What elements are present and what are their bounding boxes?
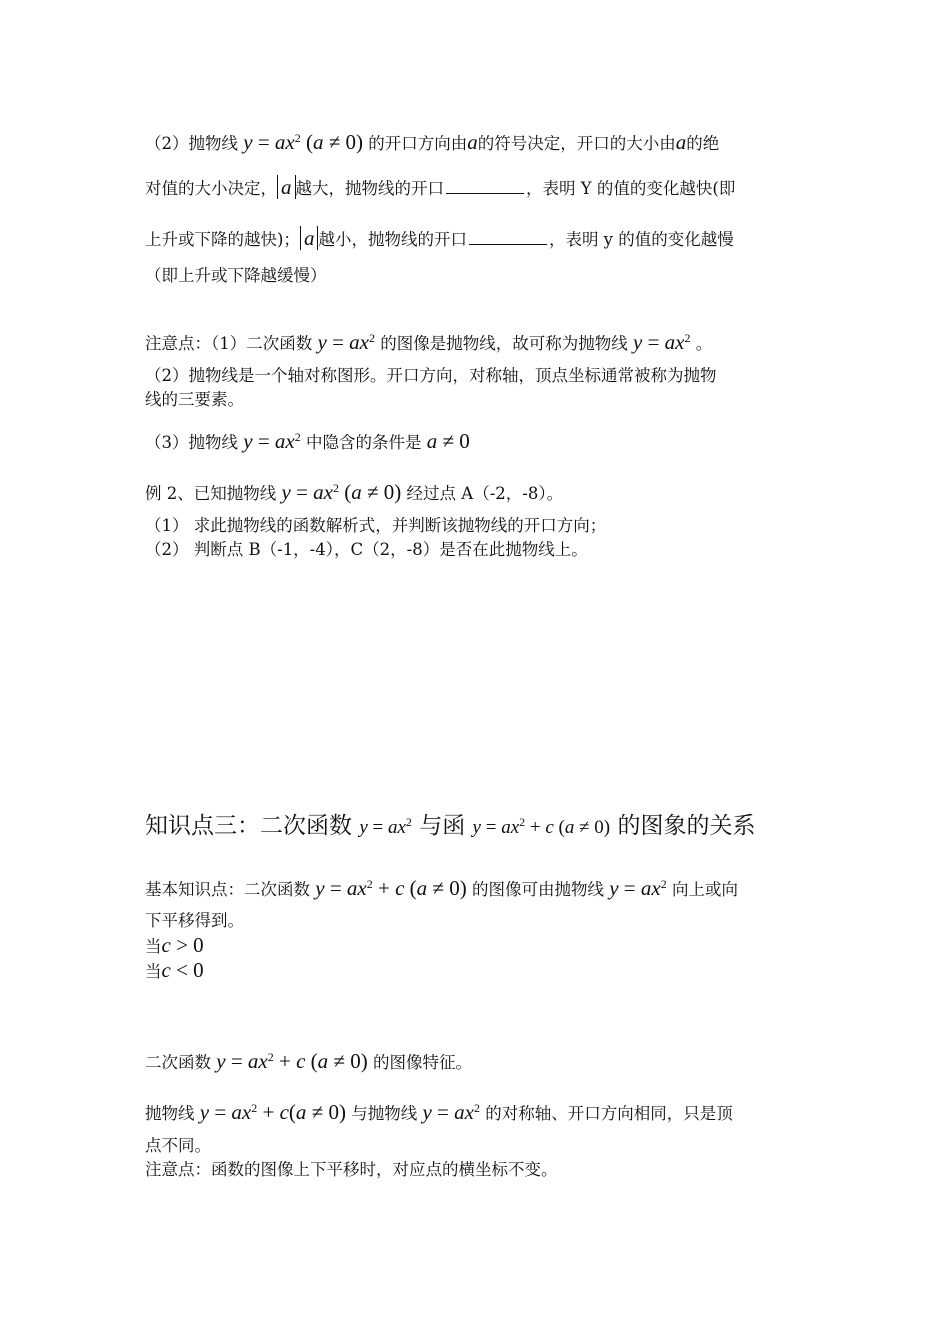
text: 知识点三：二次函数 [145, 813, 352, 839]
text: （2）抛物线 [145, 134, 238, 153]
formula-c-lt-0: c < 0 [161, 958, 204, 982]
text: 中隐含的条件是 [306, 433, 422, 452]
text: 的开口方向由 [368, 134, 468, 153]
text: 的图像可由抛物线 [471, 880, 604, 899]
sym-line2: 点不同。 [145, 1136, 211, 1155]
formula-y-ax2: $y = ax^2$ [422, 1100, 480, 1124]
para1-line2 [145, 176, 807, 201]
text: 的图像是抛物线，故可称为抛物线 [380, 334, 628, 353]
text: 。 [695, 334, 713, 353]
formula-y-ax2: $y = ax^2$ [609, 876, 667, 900]
text: 越小，抛物线的开口 [318, 230, 467, 249]
para1-line4: （即上升或下降越缓慢） [145, 266, 327, 285]
blank-line [446, 177, 524, 194]
text: 向上或向 [671, 880, 738, 899]
when-c-pos [145, 933, 807, 959]
para1-line3 [145, 227, 807, 252]
formula-y-ax2: $y = ax^2$ (a ≠ 0) [243, 130, 364, 154]
note-1 [145, 326, 807, 356]
text: 的对称轴、开口方向相同，只是顶 [485, 1104, 733, 1123]
text: 当 [145, 937, 162, 956]
basic-line2: 下平移得到。 [145, 911, 244, 930]
text: 注意点：（1）二次函数 [145, 334, 313, 353]
text: 越大，抛物线的开口 [295, 179, 444, 198]
text: 与抛物线 [351, 1104, 418, 1123]
example2-intro [145, 476, 807, 506]
sym-line1 [145, 1096, 807, 1126]
formula-y-ax2: $y = ax^2$ (a ≠ 0) [281, 480, 402, 504]
when-c-neg [145, 958, 807, 984]
text: 上升或下降的越快)； [145, 230, 300, 249]
feature-line [145, 1045, 807, 1075]
para1-line1 [145, 126, 807, 156]
text: 经过点 A（-2，-8）。 [406, 484, 564, 503]
shift-note: 注意点：函数的图像上下平移时，对应点的横坐标不变。 [145, 1160, 558, 1179]
abs-a: a [300, 226, 319, 250]
text: 基本知识点：二次函数 [145, 880, 310, 899]
example2-q2: （2） 判断点 B（-1，-4），C（2，-8）是否在此抛物线上。 [145, 540, 588, 559]
formula-y-ax2-c: $y = ax^2 + c$ (a ≠ 0) [315, 876, 467, 900]
text: ，表明 y 的值的变化越慢 [548, 230, 734, 249]
formula-y-ax2-c: $y = ax^2 + c$ (a ≠ 0) [472, 815, 611, 838]
note-3 [145, 425, 807, 455]
text: 的符号决定，开口的大小由 [477, 134, 676, 153]
text: 的绝 [686, 134, 720, 153]
formula-c-gt-0: c > 0 [161, 933, 204, 957]
example2-q1: （1） 求此抛物线的函数解析式，并判断该抛物线的开口方向； [145, 516, 607, 535]
note-2a: （2）抛物线是一个轴对称图形。开口方向，对称轴，顶点坐标通常被称为抛物 [145, 366, 717, 385]
basic-line1 [145, 872, 807, 902]
text: ，表明 Y 的值的变化越快(即 [526, 179, 736, 198]
note-2b: 线的三要素。 [145, 390, 244, 409]
blank-line [469, 228, 547, 245]
text: 对值的大小决定， [145, 179, 277, 198]
text: 二次函数 [145, 1053, 211, 1072]
text: 抛物线 [145, 1104, 195, 1123]
formula-y-ax2: $y = ax^2$ [243, 429, 301, 453]
text: 例 2、已知抛物线 [145, 484, 277, 503]
text: 当 [145, 962, 162, 981]
text: （3）抛物线 [145, 433, 238, 452]
text: 与函 [419, 813, 466, 839]
formula-y-ax2: $y = ax^2$ [633, 330, 691, 354]
formula-y-ax2-c: $y = ax^2 + c$ (a ≠ 0) [216, 1049, 368, 1073]
var-a: a [675, 130, 687, 154]
formula-y-ax2-c: $y = ax^2 + c(a \ne 0)$ [199, 1100, 346, 1124]
text: 的图像特征。 [372, 1053, 472, 1072]
formula-y-ax2: $y = ax^2$ [317, 330, 375, 354]
formula-a-ne-0: a ≠ 0 [426, 429, 470, 453]
var-a: a [467, 130, 478, 154]
text: 的图象的关系 [617, 813, 756, 839]
section3-title [145, 810, 807, 840]
abs-a: a [277, 175, 296, 199]
formula-y-ax2: $y = ax^2$ [359, 815, 412, 838]
